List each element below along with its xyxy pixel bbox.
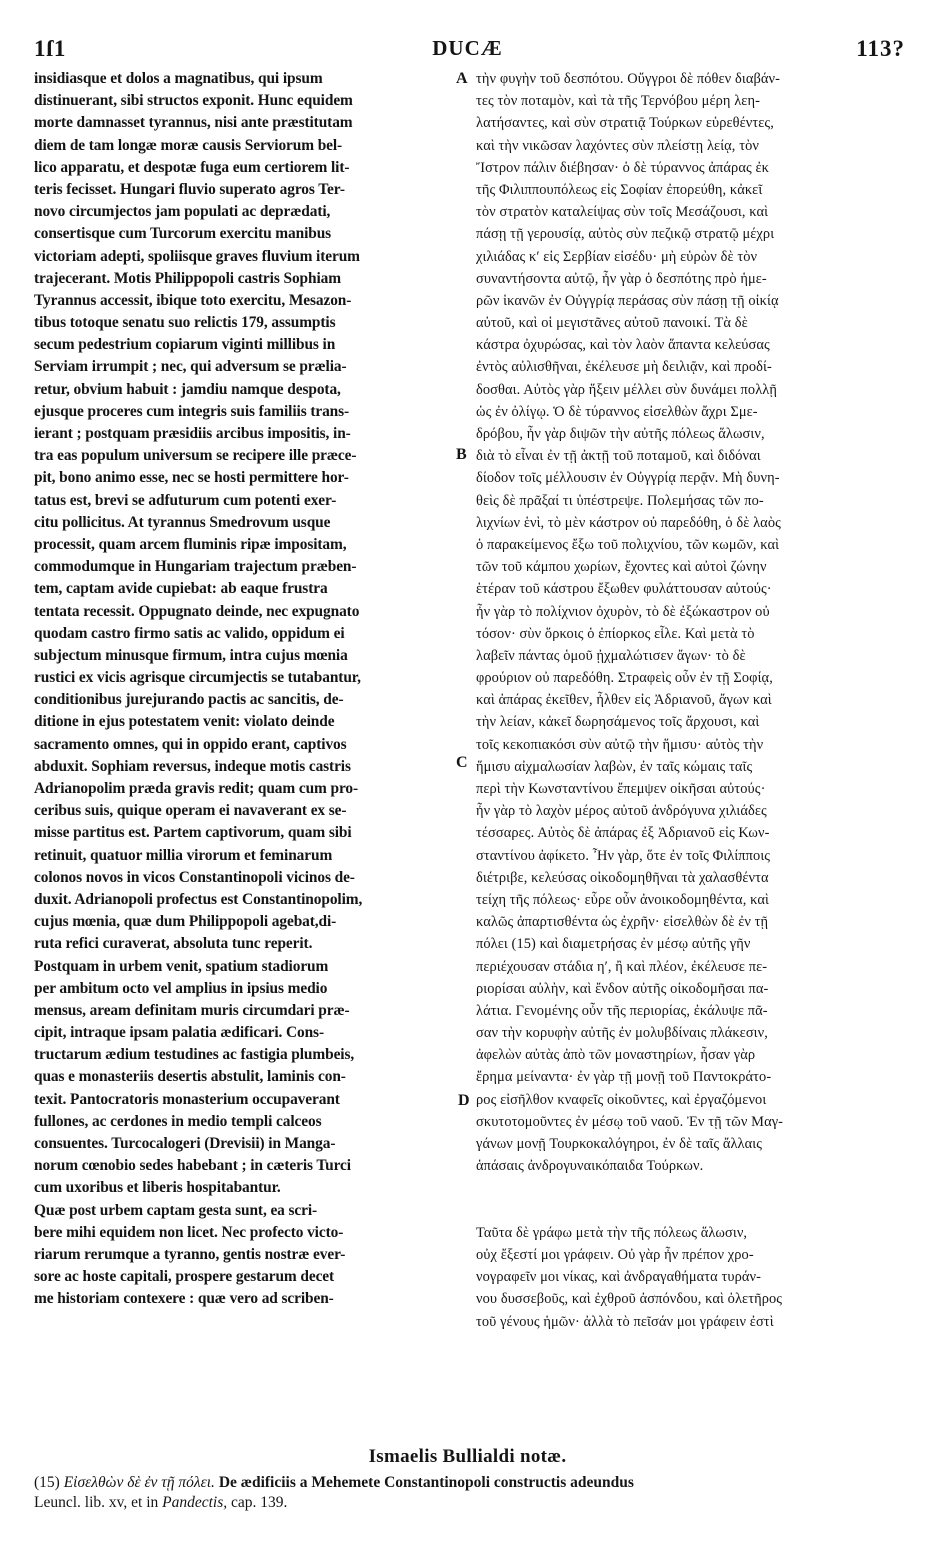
footnote-greek-lemma: Εἰσελθὼν δὲ ἐν τῇ πόλει. bbox=[63, 1474, 215, 1491]
text-line: τέσσαρες. Αὐτὸς δὲ ἀπάρας ἐξ Ἀδριανοῦ εἰς Κων- bbox=[476, 825, 770, 842]
text-line: καὶ τὴν νικῶσαν λαχόντες σὺν πλείστῃ λείᾳ, τὸν bbox=[476, 137, 759, 154]
text-line: Postquam in urbem venit, spatium stadiorum bbox=[34, 957, 329, 975]
text-line: morte damnasset tyrannus, nisi ante præstitutam bbox=[34, 114, 353, 132]
text-line: σαν τὴν κορυφὴν αὐτῆς ἐν μολυβδίναις πλάκεσιν, bbox=[476, 1025, 768, 1042]
text-line: γάνων μονῇ Τουρκοκαλόγηροι, ἐν δὲ ταῖς ἄλλαις bbox=[476, 1136, 763, 1152]
text-line: riarum rerumque a tyranno, gentis nostræ ever- bbox=[34, 1245, 346, 1263]
text-line: τοῖς κεκοπιακόσι σὺν αὐτῷ τὴν ἥμισυ· αὐτὸς τὴν bbox=[476, 736, 764, 753]
text-line: περιέχουσαν στάδια ηʹ, ἢ καὶ πλέον, ἐκέλευσε πε- bbox=[476, 958, 768, 975]
text-line: me historiam contexere : quæ vero ad scriben- bbox=[34, 1290, 334, 1308]
latin-text-column bbox=[34, 68, 454, 1311]
text-line: φρούριον οὐ παρεδόθη. Στραφεὶς οὖν ἐν τῇ Σοφίᾳ, bbox=[476, 670, 773, 687]
text-line: mensus, aream definitam muris circumdari præ- bbox=[34, 1001, 350, 1019]
text-line: τὴν λείαν, κἀκεῖ δωρησάμενος τοῖς ἄρχουσι, καὶ bbox=[476, 714, 760, 731]
text-line: victoriam adepti, spoliisque graves fluvium iterum bbox=[34, 247, 360, 265]
paragraph-gap bbox=[476, 1200, 894, 1222]
text-line: novo circumjectos jam populati ac deprædati, bbox=[34, 203, 331, 221]
footnote-ref: Leuncl. lib. xv, et in bbox=[34, 1494, 159, 1511]
text-line: consertisque cum Turcorum exercitu manibus bbox=[34, 225, 332, 243]
text-line: λάτια. Γενομένης οὖν τῆς περιορίας, ἐκάλυψε πᾶ- bbox=[476, 1002, 768, 1019]
text-line: Quæ post urbem captam gesta sunt, ea scri- bbox=[34, 1201, 318, 1219]
text-line: abduxit. Sophiam reversus, indeque motis castris bbox=[34, 757, 351, 775]
margin-mark-b: B bbox=[456, 446, 467, 463]
text-line: ὡς ἐν ὀλίγῳ. Ὁ δὲ τύραννος εἰσελθὼν ἄχρι Σμε- bbox=[476, 403, 758, 420]
text-line: τὸν στρατὸν καταλείψας σὺν τοῖς Μεσάζουσι, καὶ bbox=[476, 204, 769, 221]
page-number-left: 1ſ1 bbox=[34, 36, 67, 61]
text-line: αὐτοῦ, καὶ οἱ μεγιστᾶνες αὐτοῦ πανοικί. Τὰ δὲ bbox=[476, 315, 748, 332]
text-line: τοῦ γένους ἡμῶν· ἀλλὰ τὸ πεῖσάν μοι γράφειν ἐστὶ bbox=[476, 1313, 774, 1330]
text-line: ditione in ejus potestatem venit: violato deinde bbox=[34, 713, 335, 731]
footnote-line-2 bbox=[34, 1494, 904, 1512]
greek-text-column bbox=[476, 68, 894, 1333]
margin-mark-c: C bbox=[456, 754, 468, 771]
text-line: θεὶς δὲ πρᾶξαί τι ὑπέστρεψε. Πολεμήσας τῶν πο- bbox=[476, 492, 764, 509]
text-line: οὐχ ἔξεστί μοι γράφειν. Οὐ γὰρ ἦν πρέπον χρο- bbox=[476, 1246, 754, 1263]
text-line: colonos novos in vicos Constantinopoli vicinos de- bbox=[34, 868, 355, 886]
text-line: Ταῦτα δὲ γράφω μετὰ τὴν τῆς πόλεως ἅλωσιν, bbox=[476, 1224, 748, 1241]
text-line: ρος εἰσῆλθον κναφεῖς οἰκοῦντες, καὶ ἐργαζόμενοι bbox=[476, 1091, 767, 1108]
text-line: retur, obvium habuit : jamdiu namque despota, bbox=[34, 380, 341, 398]
text-line: tibus totoque senatu suo relictis 179, assumptis bbox=[34, 314, 336, 332]
text-line: χιλιάδας κʹ εἰς Σερβίαν εἰσέδυ· μὴ εὑρὼν δὲ τὸν bbox=[476, 248, 758, 265]
running-title: DUCÆ bbox=[432, 36, 503, 60]
text-line: fullones, ac cerdones in medio templi calceos bbox=[34, 1112, 322, 1130]
text-line: ριορίσαι αὐλὴν, καὶ ἔνδον αὐτῆς οἰκοδομῆσαι πα- bbox=[476, 980, 769, 997]
text-line: Ἴστρον πάλιν διέβησαν· ὁ δὲ τύραννος ἀπάρας ἐκ bbox=[476, 159, 769, 176]
text-line: secum pedestrium copiarum viginti millibus in bbox=[34, 336, 336, 354]
text-line: πάσῃ τῇ γερουσίᾳ, αὐτὸς σὺν πεζικῷ στρατῷ μέχρι bbox=[476, 226, 775, 243]
text-line: subjectum minusque firmum, intra cujus mœnia bbox=[34, 646, 348, 664]
margin-mark-d: D bbox=[458, 1092, 470, 1109]
text-line: τες τὸν ποταμὸν, καὶ τὰ τῆς Τερνόβου μέρη λεη- bbox=[476, 93, 760, 110]
text-line: ἁπάσαις ἀνδρογυναικόπαιδα Τούρκων. bbox=[476, 1158, 704, 1175]
text-line: ruta refici curaverat, absoluta tunc reperit. bbox=[34, 935, 313, 953]
text-line: citu pollicitus. At tyrannus Smedrovum usque bbox=[34, 513, 331, 531]
text-line: tentata recessit. Oppugnato deinde, nec expugnato bbox=[34, 602, 360, 620]
text-line: νογραφεῖν μοι νίκας, καὶ ἀνδραγαθήματα τυράν- bbox=[476, 1269, 762, 1286]
text-line: tra eas populum universum se recipere ille præce- bbox=[34, 447, 357, 465]
text-line: per ambitum octo vel amplius in ipsius medio bbox=[34, 979, 328, 997]
text-line: λιχνίων ἑνὶ, τὸ μὲν κάστρον οὐ παρεδόθη, ὁ δὲ λαὸς bbox=[476, 514, 781, 531]
footnote-line-1 bbox=[34, 1474, 904, 1492]
paragraph-gap bbox=[476, 1177, 894, 1199]
text-line: ρῶν ἱκανῶν ἐν Οὐγγρίᾳ περάσας σὺν πάσῃ τῇ οἰκίᾳ bbox=[476, 292, 779, 309]
text-line: texit. Pantocratoris monasterium occupaverant bbox=[34, 1090, 340, 1108]
text-line: conditionibus jurejurando pactis ac sancitis, de- bbox=[34, 691, 344, 709]
text-line: distinuerant, sibi structos exponit. Hunc equidem bbox=[34, 92, 353, 110]
text-line: tem, captam avide cupiebat: ab eaque frustra bbox=[34, 580, 328, 598]
text-line: Adrianopolim præda gravis redit; quam cum pro- bbox=[34, 780, 359, 797]
text-line: ἦν γὰρ τὸ λαχὸν μέρος αὐτοῦ ἀνδρόγυνα χιλιάδες bbox=[476, 803, 767, 820]
footnote-ref-cap: cap. 139. bbox=[231, 1494, 288, 1511]
text-line: retinuit, quatuor millia virorum et feminarum bbox=[34, 846, 333, 864]
text-line: quodam castro firmo satis ac valido, oppidum ei bbox=[34, 624, 345, 642]
text-line: τόσον· σὺν ὅρκοις ὁ ἐπίορκος εἷλε. Καὶ μετὰ τὸ bbox=[476, 625, 755, 642]
text-line: Tyrannus accessit, ibique toto exercitu, Mesazon- bbox=[34, 291, 352, 309]
text-line: commodumque in Hungariam trajectum præben- bbox=[34, 558, 357, 576]
footnote-text: De ædificiis a Mehemete Constantinopoli constructis adeundus bbox=[218, 1474, 634, 1491]
text-line: ἦν γὰρ τὸ πολίχνιον ὀχυρὸν, τὸ δὲ ἐξώκαστρον οὐ bbox=[476, 603, 770, 620]
text-line: pit, bono animo esse, nec se hosti permittere hor- bbox=[34, 469, 349, 487]
text-line: λατήσαντες, καὶ σὺν στρατιᾷ Τούρκων εὑρεθέντες, bbox=[476, 115, 774, 132]
text-line: norum cœnobio sedes habebant ; in cæteris Turci bbox=[34, 1157, 351, 1175]
text-line: ὁ παρακείμενος ἔξω τοῦ πολιχνίου, τῶν κωμῶν, καὶ bbox=[476, 536, 780, 553]
text-line: ἔρημα μείναντα· ἐν γὰρ τῇ μονῇ τοῦ Παντοκράτο- bbox=[476, 1069, 772, 1086]
text-line: δοσθαι. Αὐτὸς γὰρ ἥξειν μέλλει σὺν δυνάμει πολλῇ bbox=[476, 381, 778, 398]
text-line: δίοδον τοῖς μέλλουσιν ἐν Οὐγγρίᾳ περᾷν. Μὴ δυνη- bbox=[476, 470, 780, 487]
text-line: quas e monasteriis desertis abstulit, laminis con- bbox=[34, 1068, 346, 1086]
text-line: διέτριβε, κελεύσας οἰκοδομηθῆναι τὰ χαλασθέντα bbox=[476, 869, 769, 886]
text-line: καὶ ἀπάρας ἐκεῖθεν, ἦλθεν εἰς Ἀδριανοῦ, ἄγων καὶ bbox=[476, 692, 772, 709]
text-line: περὶ τὴν Κωνσταντίνου ἔπεμψεν οἰκῆσαι αὐτούς· bbox=[476, 781, 766, 797]
text-line: cujus mœnia, quæ dum Philippopoli agebat,di- bbox=[34, 913, 337, 931]
text-line: διὰ τὸ εἶναι ἐν τῇ ἀκτῇ τοῦ ποταμοῦ, καὶ διδόναι bbox=[476, 448, 761, 465]
text-line: πόλει (15) καὶ διαμετρήσας ἐν μέσῳ αὐτῆς γῆν bbox=[476, 936, 751, 953]
footnote-number: (15) bbox=[34, 1474, 60, 1491]
text-line: τῶν τοῦ κάμπου χωρίων, ἔχοντες καὶ αὐτοὶ ζώνην bbox=[476, 559, 767, 576]
text-line: sore ac hoste capitali, prospere gestarum decet bbox=[34, 1268, 335, 1286]
text-line: ierant ; postquam præsidiis arcibus impositis, in- bbox=[34, 425, 351, 442]
text-line: processit, quam arcem fluminis ripæ impositam, bbox=[34, 535, 347, 553]
text-line: insidiasque et dolos a magnatibus, qui ipsum bbox=[34, 70, 323, 87]
text-line: καλῶς ἀπαρτισθέντα ὡς ἐχρῆν· εἰσελθὼν δὲ ἐν τῇ bbox=[476, 914, 769, 931]
text-line: κάστρα ὀχυρώσας, καὶ τὸν λαὸν ἅπαντα κελεύσας bbox=[476, 337, 770, 354]
text-line: cipit, intraque ipsam palatia ædificari. Cons- bbox=[34, 1024, 324, 1042]
text-line: misse partitus est. Partem captivorum, quam sibi bbox=[34, 824, 352, 842]
text-line: ἀφελὼν αὐτὰς ἀπὸ τῶν μοναστηρίων, ἦσαν γὰρ bbox=[476, 1047, 756, 1064]
text-line: cum uxoribus et liberis hospitabantur. bbox=[34, 1179, 281, 1197]
margin-mark-a: A bbox=[456, 70, 468, 87]
text-line: τῆς Φιλιππουπόλεως εἰς Σοφίαν ἐπορεύθη, κἀκεῖ bbox=[476, 181, 763, 198]
text-line: ἐντὸς αὐλισθῆναι, ἐκέλευσε μὴ δειλιᾷν, καὶ προδί- bbox=[476, 359, 772, 376]
text-line: lico apparatu, et despotæ fuga eum certiorem lit- bbox=[34, 158, 350, 176]
text-line: trajecerant. Motis Philippopoli castris Sophiam bbox=[34, 269, 341, 287]
text-line: sacramento omnes, qui in oppido erant, captivos bbox=[34, 735, 347, 753]
text-line: τὴν φυγὴν τοῦ δεσπότου. Οὔγγροι δὲ πόθεν διαβάν- bbox=[476, 71, 781, 87]
text-line: συναντήσοντα αὐτῷ, ἦν γὰρ ὁ δεσπότης πρὸ ἡμε- bbox=[476, 270, 767, 287]
text-line: tructarum ædium testudines ac fastigia plumbeis, bbox=[34, 1046, 355, 1064]
text-line: diem de tam longæ moræ causis Serviorum bel- bbox=[34, 136, 343, 154]
text-line: δρόβου, ἦν γὰρ διψῶν τὴν αὐτῆς πόλεως ἅλωσιν, bbox=[476, 426, 765, 442]
text-line: σταντίνου ἀφίκετο. Ἦν γὰρ, ὅτε ἐν τοῖς Φιλίπποις bbox=[476, 847, 771, 864]
text-line: λαβεῖν πάντας ὁμοῦ ᾐχμαλώτισεν ἄγων· τὸ δὲ bbox=[476, 647, 746, 664]
text-line: τείχη τῆς πόλεως· εὗρε οὖν ἀνοικοδομηθέντα, καὶ bbox=[476, 891, 769, 908]
text-line: ἑτέραν τοῦ κάστρου ἔξωθεν φυλάττουσαν αὐτούς· bbox=[476, 581, 772, 598]
text-line: tatus est, brevi se adfuturum cum potenti exer- bbox=[34, 491, 337, 509]
text-line: σκυτοτομοῦντες ἐν μέσῳ τοῦ ναοῦ. Ἐν τῇ τῶν Μαγ- bbox=[476, 1113, 784, 1130]
footnote-ref-italic: Pandectis, bbox=[162, 1494, 228, 1511]
text-line: rustici ex vicis agrisque circumjectis se tutabantur, bbox=[34, 669, 361, 687]
text-line: consuentes. Turcocalogeri (Drevisii) in Manga- bbox=[34, 1135, 336, 1152]
text-line: ceribus suis, quique operam ei navaverant ex se- bbox=[34, 802, 347, 820]
text-line: bere mihi equidem non licet. Nec profecto victo- bbox=[34, 1223, 344, 1241]
page-number-right: 113? bbox=[856, 36, 905, 61]
text-line: Serviam irrumpit ; nec, qui adversum se prælia- bbox=[34, 358, 347, 376]
text-line: teris fecisset. Hungari fluvio superato agros Ter- bbox=[34, 180, 345, 198]
text-line: duxit. Adrianopoli profectus est Constantinopolim, bbox=[34, 890, 363, 908]
notes-title: Ismaelis Bullialdi notæ. bbox=[368, 1446, 567, 1467]
text-line: νου δυσσεβοῦς, καὶ ἐχθροῦ ἀσπόνδου, καὶ ὀλετῆρος bbox=[476, 1291, 783, 1308]
text-line: ἥμισυ αἰχμαλωσίαν λαβὼν, ἐν ταῖς κώμαις ταῖς bbox=[476, 758, 753, 775]
text-line: ejusque proceres cum integris suis familiis trans- bbox=[34, 402, 350, 420]
